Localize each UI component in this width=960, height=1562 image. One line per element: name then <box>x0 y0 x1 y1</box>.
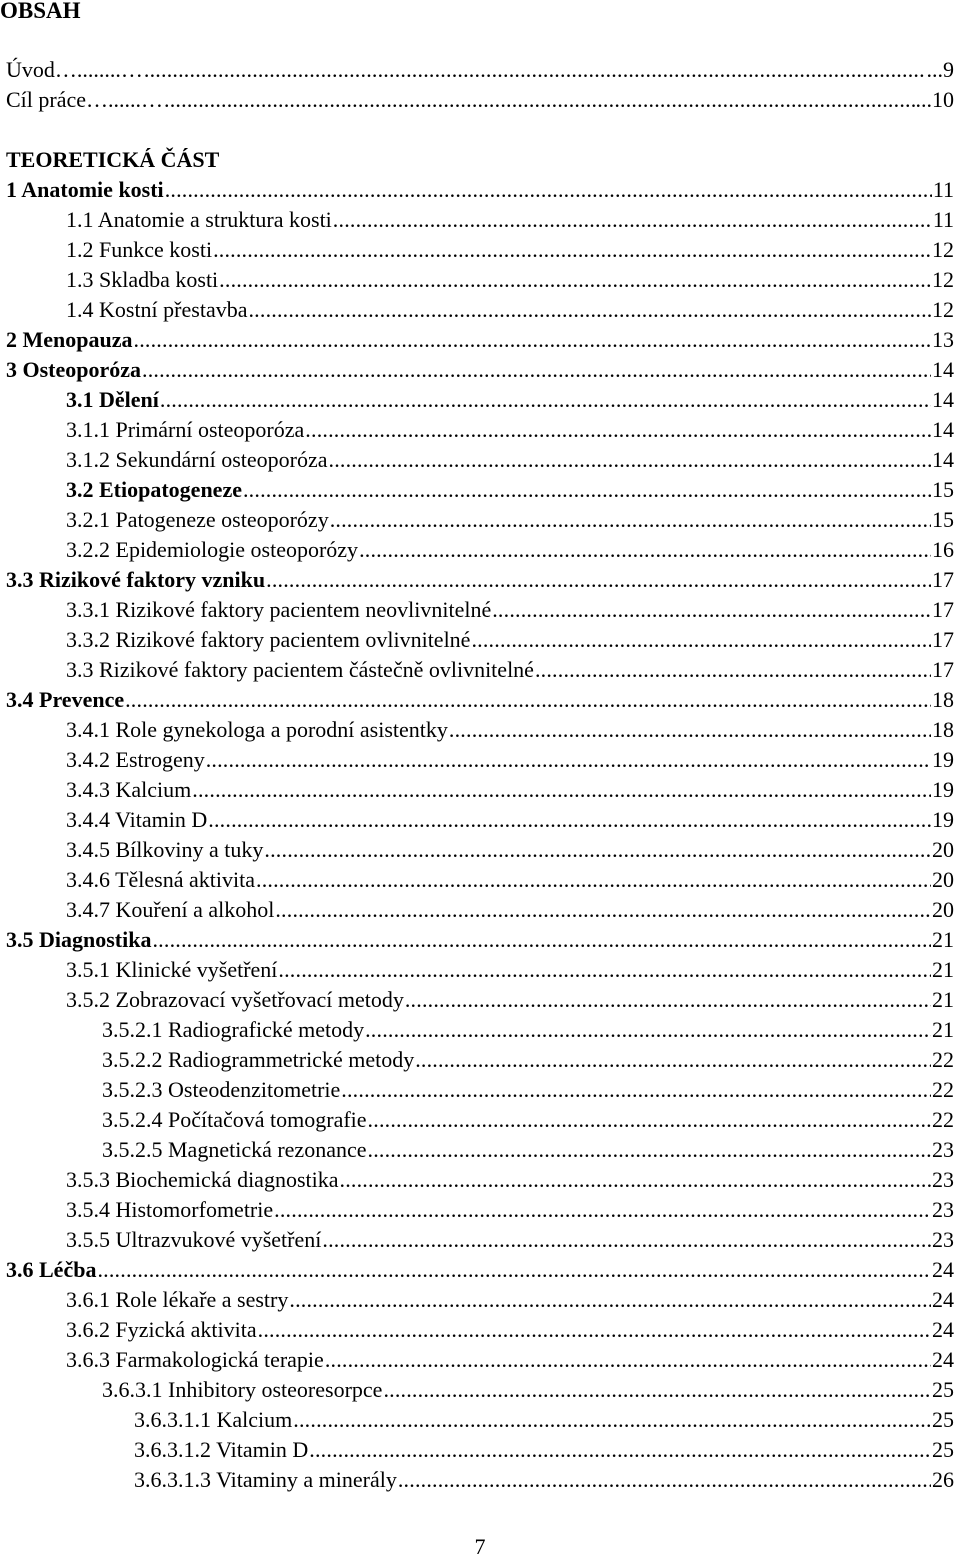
toc-entry[interactable] <box>66 985 954 1015</box>
toc-entry-page: 16 <box>932 537 954 562</box>
toc-entry[interactable] <box>66 1315 954 1345</box>
toc-leader-dots <box>97 1255 931 1285</box>
toc-entry-label: 3.6.3.1.1 Kalcium <box>134 1407 293 1432</box>
toc-entry-page: 22 <box>932 1077 954 1102</box>
toc-entry[interactable] <box>66 865 954 895</box>
toc-entry[interactable] <box>66 625 954 655</box>
toc-entry[interactable] <box>102 1045 954 1075</box>
toc-entry-page: 12 <box>932 267 954 292</box>
toc-leader-dots <box>398 1465 931 1495</box>
toc-leader-dots <box>213 235 931 265</box>
toc-entry-label: 3.4.5 Bílkoviny a tuky <box>66 837 264 862</box>
toc-leader-dots <box>219 265 931 295</box>
toc-entry-page: 20 <box>932 897 954 922</box>
toc-entry[interactable] <box>66 265 954 295</box>
toc-entry[interactable] <box>66 745 954 775</box>
toc-entry-label: 3.4.4 Vitamin D <box>66 807 208 832</box>
toc-leader-dots <box>152 925 931 955</box>
toc-entry-label: 3.3.1 Rizikové faktory pacientem neovlivnitelné <box>66 597 492 622</box>
toc-entry-label: 3.5.5 Ultrazvukové vyšetření <box>66 1227 322 1252</box>
toc-entry-label: 1 Anatomie kosti <box>6 177 164 202</box>
page-number: 7 <box>474 1534 486 1559</box>
toc-entry-leader-text: …........… <box>54 57 143 82</box>
section-heading: TEORETICKÁ ČÁST <box>6 147 220 172</box>
toc-entry-label: 3.5.2.1 Radiografické metody <box>102 1017 365 1042</box>
toc-entry[interactable] <box>66 715 954 745</box>
toc-entry-page: 14 <box>932 387 954 412</box>
toc-entry[interactable] <box>66 445 954 475</box>
toc-entry-page: 25 <box>932 1407 954 1432</box>
toc-leader-dots <box>164 85 914 115</box>
toc-entry-page: 14 <box>932 357 954 382</box>
toc-entry[interactable] <box>66 835 954 865</box>
toc-entry-label: 3.3 Rizikové faktory vzniku <box>6 567 266 592</box>
toc-entry-page: 26 <box>932 1467 954 1492</box>
toc-entry-page: 21 <box>932 987 954 1012</box>
toc-entry[interactable] <box>6 325 954 355</box>
toc-entry[interactable] <box>6 355 954 385</box>
toc-leader-dots <box>275 895 931 925</box>
toc-leader-dots <box>165 175 932 205</box>
toc-entry-page: 23 <box>932 1197 954 1222</box>
toc-entry-page: 11 <box>932 177 954 202</box>
toc-entry-page: 17 <box>932 597 954 622</box>
toc-entry[interactable] <box>66 235 954 265</box>
toc-leader-dots <box>492 595 931 625</box>
toc-entry-label: 1.1 Anatomie a struktura kosti <box>66 207 332 232</box>
toc-leader-dots <box>289 1285 931 1315</box>
toc-entry[interactable] <box>66 595 954 625</box>
toc-entry[interactable] <box>66 475 954 505</box>
toc-entry-page: 21 <box>932 1017 954 1042</box>
toc-entry-page: 25 <box>932 1377 954 1402</box>
toc-entry-label: 3.4 Prevence <box>6 687 125 712</box>
toc-entry[interactable] <box>66 1285 954 1315</box>
toc-entry-label: 3.5.3 Biochemická diagnostika <box>66 1167 339 1192</box>
toc-leader-dots <box>333 205 932 235</box>
toc-entry-label: 3.5.2.5 Magnetická rezonance <box>102 1137 367 1162</box>
toc-entry-page: 14 <box>932 417 954 442</box>
toc-leader-dots <box>125 685 931 715</box>
toc-entry-page: 20 <box>932 837 954 862</box>
toc-entry[interactable] <box>66 1165 954 1195</box>
toc-entry[interactable] <box>6 685 954 715</box>
toc-entry-label: 3.5.2.2 Radiogrammetrické metody <box>102 1047 415 1072</box>
toc-leader-dots <box>449 715 931 745</box>
toc-entry-page: 21 <box>932 927 954 952</box>
toc-entry-label: 3.4.2 Estrogeny <box>66 747 205 772</box>
toc-entry[interactable] <box>66 505 954 535</box>
toc-entry-label: 3.6.2 Fyzická aktivita <box>66 1317 257 1342</box>
toc-entry-label: 3.5.1 Klinické vyšetření <box>66 957 278 982</box>
toc-entry-leader-text: …......… <box>86 87 164 112</box>
toc-entry-label: 3.6.3.1.2 Vitamin D <box>134 1437 309 1462</box>
toc-entry-label: 3.6.3.1 Inhibitory osteoresorpce <box>102 1377 383 1402</box>
toc-leader-dots <box>322 1225 931 1255</box>
toc-leader-dots <box>341 1075 931 1105</box>
toc-entry-label: 1.3 Skladba kosti <box>66 267 219 292</box>
toc-leader-dots <box>309 1435 931 1465</box>
toc-entry[interactable] <box>6 565 954 595</box>
toc-entry-label: 2 Menopauza <box>6 327 133 352</box>
toc-entry[interactable] <box>6 55 954 85</box>
toc-entry-label: 3.4.6 Tělesná aktivita <box>66 867 255 892</box>
toc-entry-page: ...10 <box>915 87 954 112</box>
toc-entry-label: 3.5 Diagnostika <box>6 927 152 952</box>
toc-entry-label: 3.2.2 Epidemiologie osteoporózy <box>66 537 359 562</box>
toc-entry-page: 22 <box>932 1047 954 1072</box>
toc-leader-dots <box>415 1045 931 1075</box>
toc-entry-page: 19 <box>932 807 954 832</box>
toc-entry-label: 3.1.2 Sekundární osteoporóza <box>66 447 328 472</box>
toc-entry-page: 12 <box>932 237 954 262</box>
toc-leader-dots <box>134 325 932 355</box>
toc-leader-dots <box>535 655 931 685</box>
toc-leader-dots <box>305 415 931 445</box>
toc-entry-label: 3 Osteoporóza <box>6 357 142 382</box>
toc-entry-label: 3.2.1 Patogeneze osteoporózy <box>66 507 329 532</box>
toc-entry[interactable] <box>134 1465 954 1495</box>
toc-entry[interactable] <box>66 655 954 685</box>
toc-leader-dots <box>405 985 931 1015</box>
toc-entry[interactable] <box>66 1345 954 1375</box>
toc-leader-dots <box>359 535 931 565</box>
toc-leader-dots <box>293 1405 931 1435</box>
toc-leader-dots <box>144 55 926 85</box>
toc-leader-dots <box>208 805 931 835</box>
toc-entry[interactable] <box>66 295 954 325</box>
toc-entry-label: 3.1 Dělení <box>66 387 159 412</box>
toc-entry-label: 3.6.3.1.3 Vitaminy a minerály <box>134 1467 397 1492</box>
toc-leader-dots <box>274 1195 931 1225</box>
toc-entry-page: 12 <box>932 297 954 322</box>
toc-entry-page: 24 <box>932 1347 954 1372</box>
toc-entry[interactable] <box>66 775 954 805</box>
toc-entry-label: 1.2 Funkce kosti <box>66 237 213 262</box>
toc-leader-dots <box>365 1015 931 1045</box>
toc-entry-page: 15 <box>932 477 954 502</box>
toc-entry[interactable] <box>102 1135 954 1165</box>
toc-entry[interactable] <box>66 205 954 235</box>
toc-entry-page: 22 <box>932 1107 954 1132</box>
toc-leader-dots <box>278 955 931 985</box>
page-heading: OBSAH <box>0 0 81 23</box>
toc-entry-label: Cíl práce <box>6 87 87 112</box>
toc-entry-label: Úvod <box>6 57 55 82</box>
toc-entry[interactable] <box>66 535 954 565</box>
toc-entry-page: 23 <box>932 1137 954 1162</box>
toc-entry-label: 3.4.7 Kouření a alkohol <box>66 897 275 922</box>
toc-entry-page: 23 <box>932 1167 954 1192</box>
toc-leader-dots <box>160 385 931 415</box>
toc-leader-dots <box>368 1135 932 1165</box>
toc-leader-dots <box>256 865 931 895</box>
toc-entry-page: 24 <box>932 1317 954 1342</box>
toc-entry[interactable] <box>66 955 954 985</box>
toc-entry-label: 3.5.4 Histomorfometrie <box>66 1197 274 1222</box>
toc-entry[interactable] <box>134 1405 954 1435</box>
toc-entry[interactable] <box>6 175 954 205</box>
toc-leader-dots <box>142 355 931 385</box>
toc-entry-label: 3.3.2 Rizikové faktory pacientem ovlivnitelné <box>66 627 471 652</box>
toc-entry-label: 3.2 Etiopatogeneze <box>66 477 242 502</box>
toc-entry[interactable] <box>102 1075 954 1105</box>
toc-entry-page: ...9 <box>926 57 954 82</box>
toc-entry-page: 18 <box>932 687 954 712</box>
toc-leader-dots <box>471 625 931 655</box>
toc-entry[interactable] <box>6 85 954 115</box>
toc-leader-dots <box>248 295 931 325</box>
toc-entry-label: 3.4.1 Role gynekologa a porodní asistentky <box>66 717 448 742</box>
toc-entry[interactable] <box>66 1225 954 1255</box>
toc-leader-dots <box>206 745 931 775</box>
toc-entry-page: 19 <box>932 777 954 802</box>
toc-leader-dots <box>368 1105 931 1135</box>
toc-entry-label: 3.5.2.3 Osteodenzitometrie <box>102 1077 341 1102</box>
toc-entry[interactable] <box>102 1375 954 1405</box>
toc-entry-page: 20 <box>932 867 954 892</box>
toc-entry-label: 3.6.3 Farmakologická terapie <box>66 1347 324 1372</box>
toc-entry-page: 21 <box>932 957 954 982</box>
toc-entry[interactable] <box>102 1015 954 1045</box>
toc-entry[interactable] <box>66 1195 954 1225</box>
toc-entry-label: 3.1.1 Primární osteoporóza <box>66 417 305 442</box>
toc-entry-page: 18 <box>932 717 954 742</box>
toc-entry[interactable] <box>102 1105 954 1135</box>
toc-entry[interactable] <box>6 1255 954 1285</box>
toc-entry-page: 17 <box>932 567 954 592</box>
toc-entry-page: 25 <box>932 1437 954 1462</box>
toc-leader-dots <box>383 1375 931 1405</box>
toc-entry[interactable] <box>134 1435 954 1465</box>
toc-entry[interactable] <box>66 895 954 925</box>
toc-leader-dots <box>330 505 931 535</box>
toc-entry[interactable] <box>66 385 954 415</box>
toc-leader-dots <box>264 835 931 865</box>
toc-entry-page: 13 <box>932 327 954 352</box>
toc-leader-dots <box>243 475 931 505</box>
toc-entry-label: 3.6 Léčba <box>6 1257 97 1282</box>
toc-leader-dots <box>329 445 932 475</box>
toc-entry-label: 3.6.1 Role lékaře a sestry <box>66 1287 289 1312</box>
toc-entry-page: 17 <box>932 657 954 682</box>
toc-entry-page: 11 <box>932 207 954 232</box>
toc-entry-page: 19 <box>932 747 954 772</box>
toc-entry-page: 23 <box>932 1227 954 1252</box>
toc-entry-label: 3.4.3 Kalcium <box>66 777 192 802</box>
toc-entry[interactable] <box>66 805 954 835</box>
toc-entry-page: 14 <box>932 447 954 472</box>
toc-entry[interactable] <box>66 415 954 445</box>
toc-entry[interactable] <box>6 925 954 955</box>
toc-entry-page: 24 <box>932 1287 954 1312</box>
toc-leader-dots <box>192 775 931 805</box>
toc-entry-label: 3.5.2 Zobrazovací vyšetřovací metody <box>66 987 404 1012</box>
toc-entry-label: 3.3 Rizikové faktory pacientem částečně ovlivnitelné <box>66 657 534 682</box>
toc-entry-label: 1.4 Kostní přestavba <box>66 297 248 322</box>
toc-entry-page: 24 <box>932 1257 954 1282</box>
toc-leader-dots <box>340 1165 932 1195</box>
toc-leader-dots <box>258 1315 931 1345</box>
toc-leader-dots <box>325 1345 931 1375</box>
toc-entry-page: 15 <box>932 507 954 532</box>
toc-leader-dots <box>266 565 931 595</box>
toc-entry-page: 17 <box>932 627 954 652</box>
toc-entry-label: 3.5.2.4 Počítačová tomografie <box>102 1107 367 1132</box>
